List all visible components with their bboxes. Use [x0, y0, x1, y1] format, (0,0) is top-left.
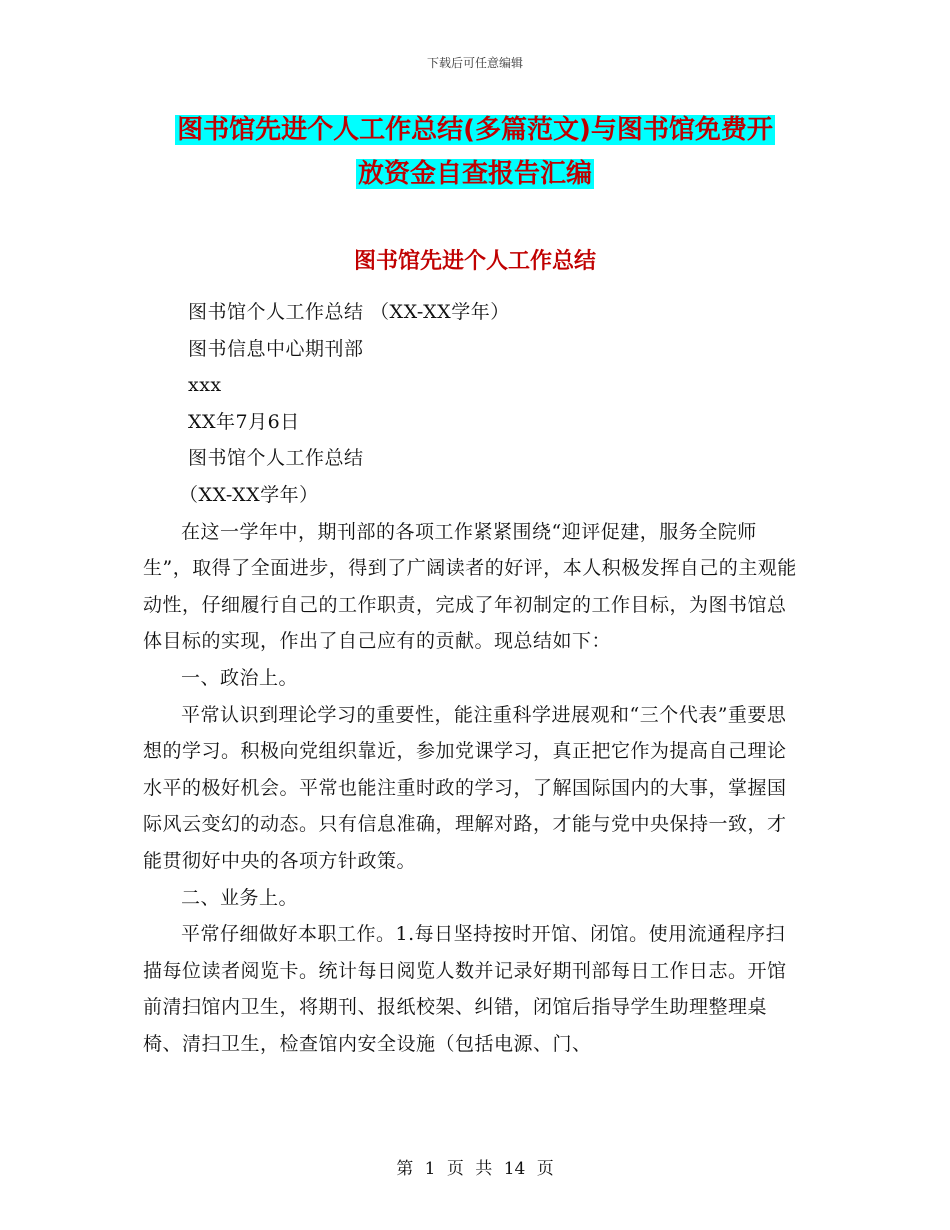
meta-line-department: 图书信息中心期刊部	[188, 337, 364, 360]
header-note: 下载后可任意编辑	[426, 56, 523, 70]
title-line-2: 放资金自查报告汇编	[357, 159, 592, 189]
paragraph-political: 平常认识到理论学习的重要性，能注重科学进展观和“三个代表”重要思想的学习。积极向党组织靠近，参加党课学习，真正把它作为提高自己理论水平的极好机会。平常也能注重时政的学习，了解国际国内的大事，掌握国际风云变幻的动态。只有信息准确，理解对路，才能与党中央保持一致，才能贯彻好中央的各项方针政策。	[143, 703, 787, 872]
paragraph-business: 平常仔细做好本职工作。1.每日坚持按时开馆、闭馆。使用流通程序扫描每位读者阅览卡。统计每日阅览人数并记录好期刊部每日工作日志。开馆前清扫馆内卫生，将期刊、报纸校架、纠错，闭馆后指导学生助理整理桌椅、清扫卫生，检查馆内安全设施（包括电源、门、	[143, 923, 787, 1055]
meta-line-title: 图书馆个人工作总结 （XX-XX学年）	[188, 301, 510, 323]
meta-line-subtitle: 图书馆个人工作总结	[188, 447, 364, 470]
page-footer: 第 1 页 共 14 页	[396, 1159, 554, 1179]
paragraph-intro: 在这一学年中，期刊部的各项工作紧紧围绕“迎评促建，服务全院师生”，取得了全面进步，得到了广阔读者的好评，本人积极发挥自己的主观能动性，仔细履行自己的工作职责，完成了年初制定的工作目标，为图书馆总体目标的实现，作出了自己应有的贡献。现总结如下：	[143, 520, 797, 653]
meta-line-year: （XX-XX学年）	[179, 483, 319, 506]
paragraph-heading-business: 二、业务上。	[181, 886, 299, 909]
title-line-1: 图书馆先进个人工作总结(多篇范文)与图书馆免费开	[177, 115, 773, 145]
body-text	[143, 294, 803, 1062]
paragraph-heading-political: 一、政治上。	[181, 666, 299, 689]
meta-line-author: xxx	[188, 374, 222, 397]
section-title: 图书馆先进个人工作总结	[353, 249, 596, 274]
meta-line-date: XX年7月6日	[188, 410, 300, 433]
document-title	[110, 108, 840, 196]
